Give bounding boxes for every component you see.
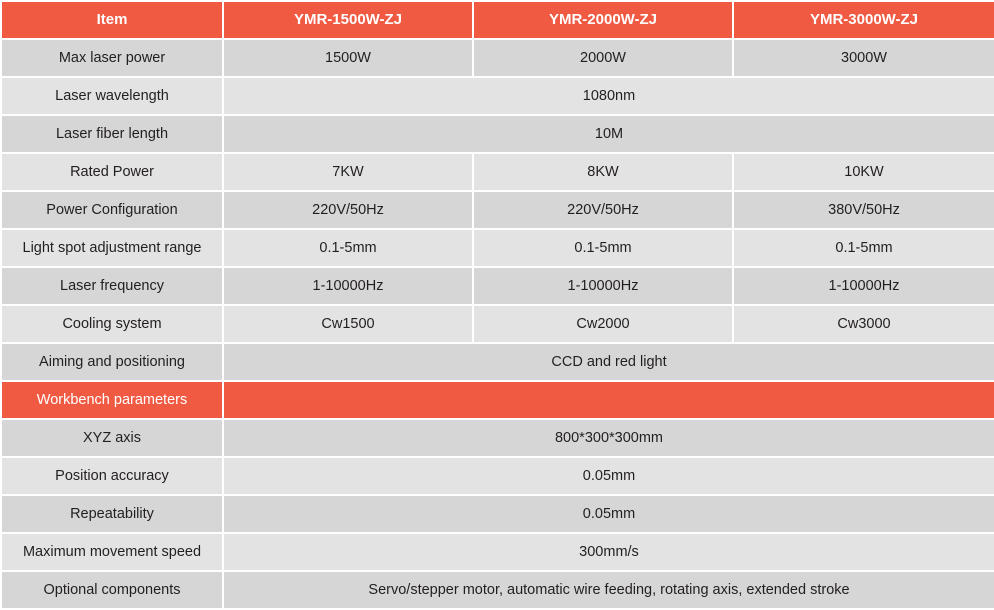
row-value-merged: CCD and red light [223, 343, 994, 381]
row-label: Light spot adjustment range [1, 229, 223, 267]
row-value-3: 3000W [733, 39, 994, 77]
row-value-1: 7KW [223, 153, 473, 191]
row-label: Max laser power [1, 39, 223, 77]
row-value-2: 220V/50Hz [473, 191, 733, 229]
row-value-3: 10KW [733, 153, 994, 191]
row-label: Repeatability [1, 495, 223, 533]
table-row [1, 571, 994, 609]
row-label: Laser wavelength [1, 77, 223, 115]
row-value-2: Cw2000 [473, 305, 733, 343]
row-value-3: Cw3000 [733, 305, 994, 343]
row-value-1: 0.1-5mm [223, 229, 473, 267]
row-label: Maximum movement speed [1, 533, 223, 571]
row-label: XYZ axis [1, 419, 223, 457]
row-value-2: 0.1-5mm [473, 229, 733, 267]
row-value-2: 8KW [473, 153, 733, 191]
row-label: Laser fiber length [1, 115, 223, 153]
row-value-3: 1-10000Hz [733, 267, 994, 305]
column-header-model-2: YMR-2000W-ZJ [473, 1, 733, 39]
section-divider-row [1, 381, 994, 419]
row-value-1: 1500W [223, 39, 473, 77]
row-value-3: 380V/50Hz [733, 191, 994, 229]
row-label: Cooling system [1, 305, 223, 343]
row-label: Position accuracy [1, 457, 223, 495]
row-value-2: 1-10000Hz [473, 267, 733, 305]
row-value-merged: Servo/stepper motor, automatic wire feeding, rotating axis, extended stroke [223, 571, 994, 609]
row-value-merged: 10M [223, 115, 994, 153]
table-row [1, 115, 994, 153]
table-row [1, 305, 994, 343]
row-value-merged: 800*300*300mm [223, 419, 994, 457]
column-header-model-1: YMR-1500W-ZJ [223, 1, 473, 39]
table-row [1, 229, 994, 267]
row-value-1: 220V/50Hz [223, 191, 473, 229]
row-label: Power Configuration [1, 191, 223, 229]
row-label: Rated Power [1, 153, 223, 191]
table-row [1, 419, 994, 457]
column-header-item: Item [1, 1, 223, 39]
table-row [1, 39, 994, 77]
table-row [1, 533, 994, 571]
row-label: Laser frequency [1, 267, 223, 305]
section-label: Workbench parameters [1, 381, 223, 419]
column-header-model-3: YMR-3000W-ZJ [733, 1, 994, 39]
table-row [1, 457, 994, 495]
row-value-merged: 300mm/s [223, 533, 994, 571]
table-row [1, 77, 994, 115]
row-value-merged: 0.05mm [223, 457, 994, 495]
table-row [1, 343, 994, 381]
table-header-row [1, 1, 994, 39]
table-row [1, 495, 994, 533]
row-value-1: Cw1500 [223, 305, 473, 343]
row-value-merged: 0.05mm [223, 495, 994, 533]
table-row [1, 191, 994, 229]
table-row [1, 267, 994, 305]
row-value-3: 0.1-5mm [733, 229, 994, 267]
table-body [1, 39, 994, 609]
row-label: Aiming and positioning [1, 343, 223, 381]
section-fill [223, 381, 994, 419]
table-row [1, 153, 994, 191]
row-value-merged: 1080nm [223, 77, 994, 115]
row-value-2: 2000W [473, 39, 733, 77]
row-label: Optional components [1, 571, 223, 609]
row-value-1: 1-10000Hz [223, 267, 473, 305]
